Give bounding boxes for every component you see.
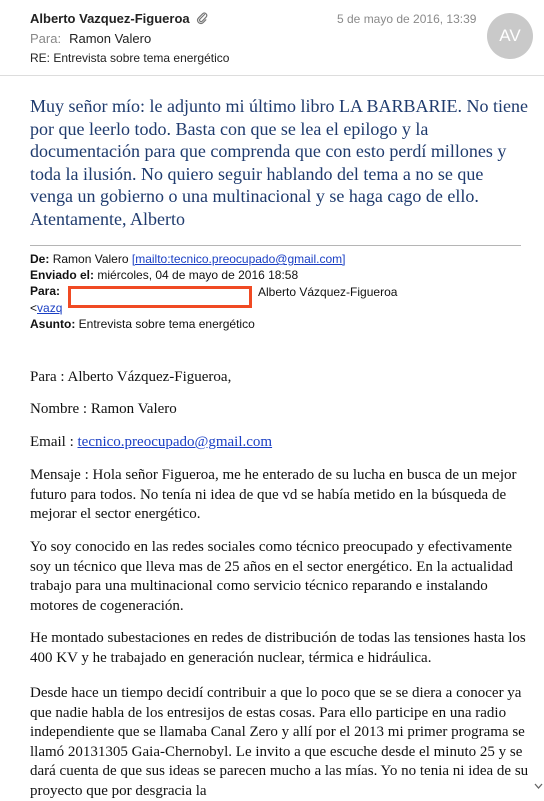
paperclip-icon[interactable]: [196, 11, 208, 25]
reply-text: Muy señor mío: le adjunto mi último libro LA BARBARIE. No tiene por que leerlo todo. Basta con que se lea el epilogo y la documentación para que comprenda que con esto perdí millones y toda la ilusión. No quiero seguir hablando del tema a no se que venga un gobierno o una multinacional y se haga cago de ello. Atentamente, Alberto: [30, 96, 528, 229]
redaction-box: [68, 286, 252, 308]
header-divider: [0, 75, 544, 76]
quoted-to-cont: [30, 301, 62, 315]
sender-name[interactable]: Alberto Vazquez-Figueroa: [30, 11, 190, 26]
from-name: Ramon Valero: [52, 252, 129, 266]
msg-paragraph-1: Mensaje : Hola señor Figueroa, me he enterado de su lucha en busca de un mejor futuro para todos. No tenía ni idea de que vd se había metido en la búsqueda de mejorar el sector energético.: [30, 467, 517, 522]
email-header: [0, 0, 544, 76]
angle-bracket: <: [30, 301, 38, 315]
to-label: Para:: [30, 31, 62, 46]
scroll-down-arrow-icon[interactable]: [533, 780, 544, 793]
msg-nombre-line: Nombre : Ramon Valero: [30, 401, 177, 417]
email-prefix: Email :: [30, 434, 78, 450]
recipient-line: [30, 31, 151, 46]
sent-label: Enviado el:: [30, 268, 95, 282]
avatar: AV: [487, 13, 533, 59]
quoted-sent: [30, 268, 298, 282]
msg-paragraph-3: He montado subestaciones en redes de distribución de todas las tensiones hasta los 400 KV y he trabajado en generación nuclear, térmica e hidráulica.: [30, 630, 526, 666]
msg-para-line: Para : Alberto Vázquez-Figueroa,: [30, 369, 232, 385]
quoted-divider: [30, 245, 521, 246]
msg-email-line: [30, 433, 530, 453]
quoted-to-name: Alberto Vázquez-Figueroa: [258, 285, 398, 299]
quoted-to: [30, 284, 60, 298]
sent-date: miércoles, 04 de mayo de 2016 18:58: [97, 268, 299, 282]
quoted-subject: [30, 317, 255, 331]
subject-value: Entrevista sobre tema energético: [78, 317, 255, 331]
subject-label: Asunto:: [30, 317, 76, 331]
from-label: De:: [30, 252, 50, 266]
quoted-from: [30, 252, 345, 266]
email-link[interactable]: tecnico.preocupado@gmail.com: [77, 434, 273, 450]
msg-paragraph-4: Desde hace un tiempo decidí contribuir a que lo poco que se se diera a conocer ya que nadie habla de los entresijos de estas cosas. Para ello participe en una radio independiente que se llamaba Canal Zero y allí por el 2013 mi primer programa se llamó 20131305 Gaia-Chernobyl. Le invito a que escuche desde el minuto 25 y se dará cuenta de que sus ideas se parecen mucho a las mías. Yo no tenia ni idea de su proyecto que por desgracia la: [30, 685, 529, 799]
email-subject: RE: Entrevista sobre tema energético: [30, 51, 230, 65]
msg-paragraph-2: Yo soy conocido en las redes sociales como técnico preocupado y efectivamente soy un técnico que lleva mas de 25 años en el sector energético. En la actualidad trabajo para una multinacional como servicio técnico reparando e instalando motores de cogeneración.: [30, 539, 513, 614]
recipient-name[interactable]: Ramon Valero: [69, 31, 152, 46]
mailto-link[interactable]: [mailto:tecnico.preocupado@gmail.com]: [131, 252, 346, 266]
recipient-email-link[interactable]: vazq: [37, 301, 63, 315]
quoted-to-label: Para:: [30, 284, 61, 298]
email-date: 5 de mayo de 2016, 13:39: [337, 12, 477, 26]
